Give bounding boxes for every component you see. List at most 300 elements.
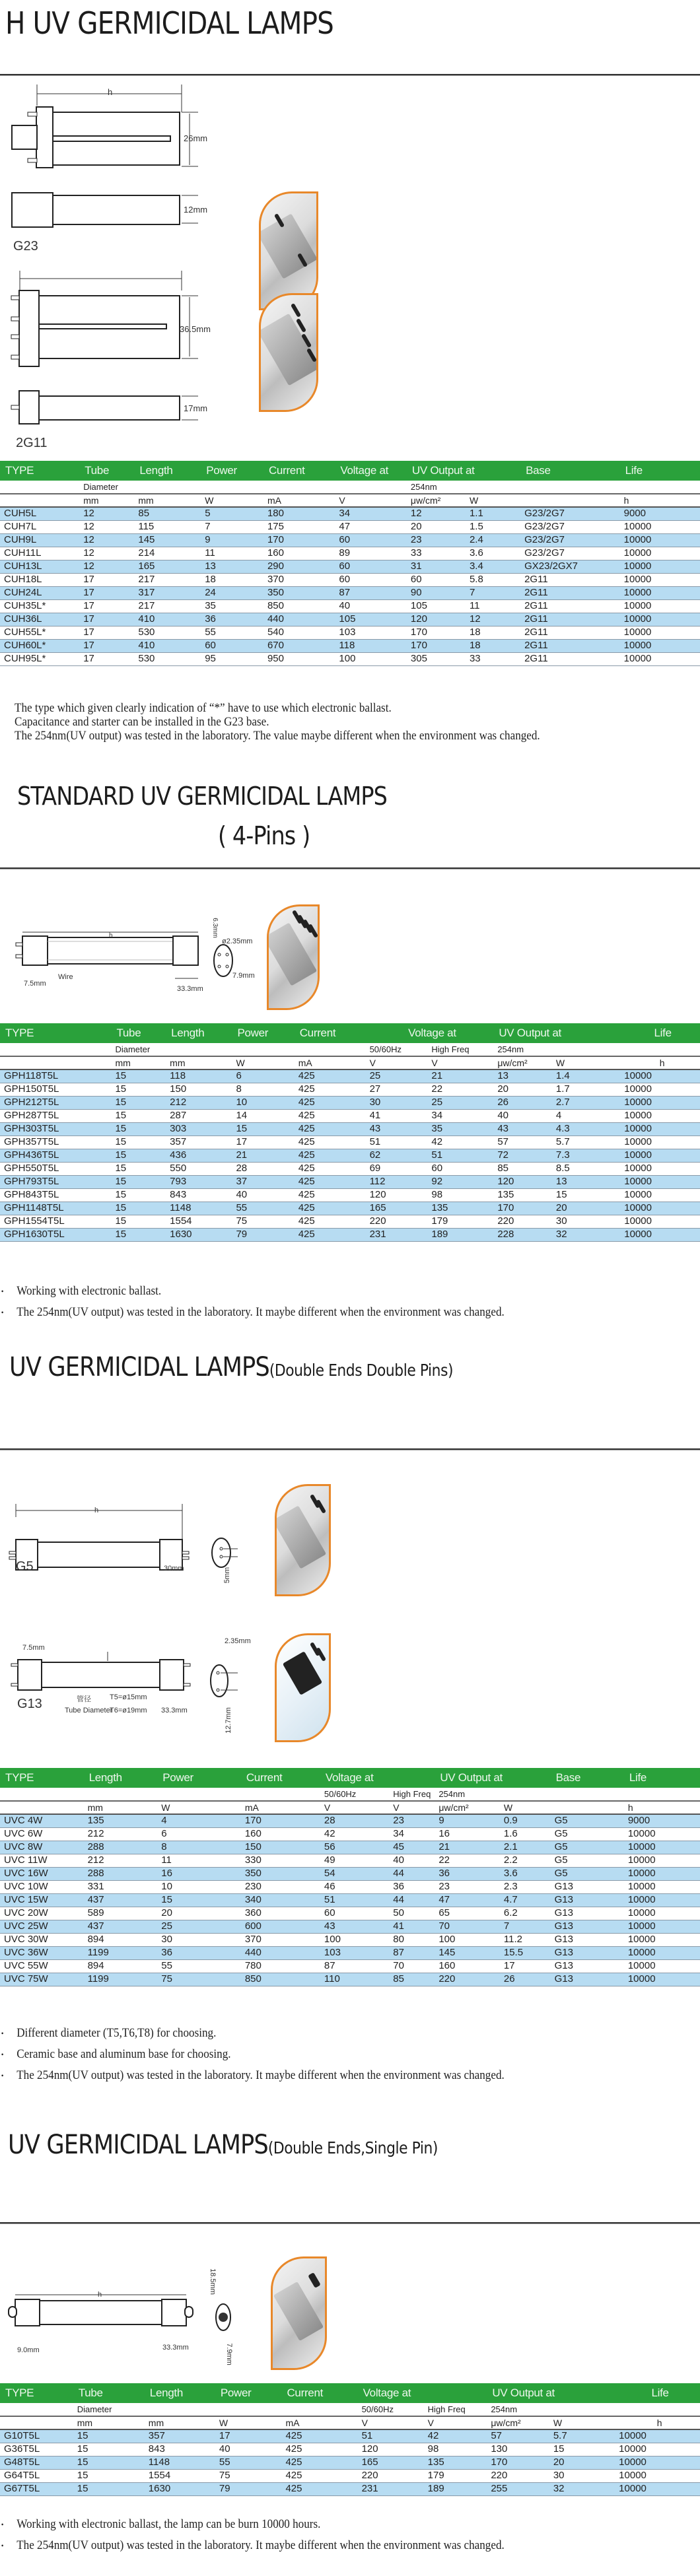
table-row [0, 2443, 700, 2456]
table-cell: 170 [487, 2456, 549, 2469]
table-cell: 10000 [620, 573, 700, 586]
col-length: Length [84, 1768, 158, 1788]
table-cell: 80 [389, 1933, 435, 1946]
table-cell: 357 [166, 1135, 232, 1149]
table-cell: G5 [551, 1841, 624, 1854]
col-voltage: Voltage at [358, 2383, 487, 2403]
table-cell: 12 [79, 560, 134, 573]
table-cell: G13 [551, 1973, 624, 1986]
table-cell: 18 [466, 639, 520, 652]
table-cell: 425 [281, 2482, 357, 2495]
table-cell: 15 [111, 1149, 166, 1162]
cell-type: GPH150T5L [0, 1083, 111, 1096]
table-cell: 87 [389, 1946, 435, 1959]
g5-lamp-photo [275, 1484, 331, 1596]
table-cell: 120 [358, 2443, 424, 2456]
table-cell: 12 [407, 507, 466, 520]
col-current: Current [281, 2383, 357, 2403]
table-row [0, 1135, 700, 1149]
table-cell: 12 [79, 507, 134, 520]
table-cell: 4.3 [552, 1122, 620, 1135]
table-row [0, 533, 700, 547]
table-cell: 530 [134, 652, 201, 665]
table-cell: 36 [157, 1946, 241, 1959]
g13-lamp-photo [275, 1633, 331, 1742]
dim-7-9mm: 7.9mm [225, 2343, 233, 2365]
table-row [0, 639, 700, 652]
note: • Working with electronic ballast, the lamp can be burn 10000 hours. [0, 2514, 654, 2535]
table-cell: 10000 [620, 1162, 700, 1175]
table-cell: 425 [295, 1109, 366, 1122]
col-uv-output: UV Output at [493, 1023, 620, 1043]
table-cell: 15 [111, 1135, 166, 1149]
table-cell: 20 [493, 1083, 552, 1096]
table-cell: 150 [166, 1083, 232, 1096]
table-cell: 75 [215, 2469, 282, 2482]
dim-33-3mm: 33.3mm [162, 2344, 189, 2352]
table-cell: 2G11 [520, 599, 620, 613]
table-cell: 16 [157, 1867, 241, 1880]
section3-notes [0, 2023, 654, 2086]
dim-2-35mm: ø2.35mm [222, 937, 253, 945]
sub-high-freq: High Freq [424, 2403, 487, 2416]
col-base: Base [551, 1768, 624, 1788]
table-cell: 10000 [615, 2443, 700, 2456]
table-header-row [0, 2383, 700, 2403]
dim-h: h [94, 1507, 99, 1514]
table-cell: 170 [263, 533, 335, 547]
cell-type: CUH60L* [0, 639, 79, 652]
table-cell: 100 [335, 652, 407, 665]
table-cell: 290 [263, 560, 335, 573]
table-cell: G5 [551, 1827, 624, 1841]
table-cell: 30 [157, 1933, 241, 1946]
note: • Ceramic base and aluminum base for choosing. [0, 2044, 654, 2065]
table-cell: 51 [427, 1149, 493, 1162]
table-cell: 5.7 [552, 1135, 620, 1149]
table-cell: 36 [201, 613, 263, 626]
table-cell: 425 [295, 1202, 366, 1215]
table-cell: G5 [551, 1854, 624, 1867]
table-row [0, 2456, 700, 2469]
table-row [0, 1973, 700, 1986]
table-row [0, 507, 700, 520]
4pin-lamp-diagram [0, 931, 211, 984]
table-cell: G13 [551, 1893, 624, 1907]
table-cell: 10000 [624, 1841, 700, 1854]
table-row [0, 573, 700, 586]
table-cell: 425 [281, 2443, 357, 2456]
cell-type: UVC 4W [0, 1814, 84, 1827]
table-cell: 75 [157, 1973, 241, 1986]
table-cell: 85 [389, 1973, 435, 1986]
dim-17mm: 17mm [184, 403, 208, 413]
table-cell: 231 [358, 2482, 424, 2495]
cell-type: GPH212T5L [0, 1096, 111, 1109]
table-cell: 15 [111, 1069, 166, 1083]
table-cell: 135 [427, 1202, 493, 1215]
table-cell: 220 [358, 2469, 424, 2482]
table-row [0, 1854, 700, 1867]
cell-type: GPH1148T5L [0, 1202, 111, 1215]
table-cell: 212 [84, 1827, 158, 1841]
table-cell: 33 [466, 652, 520, 665]
table-cell: 10 [157, 1880, 241, 1893]
table-cell: 5.7 [549, 2429, 615, 2443]
table-cell: 425 [295, 1069, 366, 1083]
table-cell: GX23/2GX7 [520, 560, 620, 573]
table-cell: 46 [320, 1880, 389, 1893]
cell-type: CUH95L* [0, 652, 79, 665]
table-cell: 14 [232, 1109, 294, 1122]
section2-subtitle: ( 4-Pins ) [218, 821, 310, 850]
note: • Working with electronic ballast. [0, 1281, 654, 1302]
table-cell: 10000 [624, 1959, 700, 1973]
section4-notes [0, 2514, 654, 2556]
table-cell: 21 [232, 1149, 294, 1162]
table-row [0, 1867, 700, 1880]
table-cell: 180 [263, 507, 335, 520]
table-cell: 17 [79, 586, 134, 599]
cell-type: GPH436T5L [0, 1149, 111, 1162]
table-cell: 98 [427, 1188, 493, 1202]
table-cell: 217 [134, 599, 201, 613]
cell-type: GPH550T5L [0, 1162, 111, 1175]
table-cell: 10 [232, 1096, 294, 1109]
table-cell: 34 [427, 1109, 493, 1122]
table-cell: 98 [424, 2443, 487, 2456]
table-cell: 17 [79, 573, 134, 586]
table-cell: 425 [295, 1122, 366, 1135]
dim-t6: T6=ø19mm [110, 1707, 147, 1714]
table-cell: 16 [435, 1827, 500, 1841]
table-cell: 15 [111, 1175, 166, 1188]
table-cell: 17 [500, 1959, 551, 1973]
table-cell: 1.6 [500, 1827, 551, 1841]
table-cell: 843 [145, 2443, 215, 2456]
table-cell: 305 [407, 652, 466, 665]
table-cell: 60 [320, 1907, 389, 1920]
sub-50-60hz: 50/60Hz [320, 1788, 389, 1801]
dim-5mm: 5mm [223, 1567, 232, 1584]
table-cell: 6 [232, 1069, 294, 1083]
table-cell: 7 [500, 1920, 551, 1933]
table-cell: 228 [493, 1228, 552, 1241]
table-cell: 589 [84, 1907, 158, 1920]
table-cell: 40 [215, 2443, 282, 2456]
table-row [0, 626, 700, 639]
table-cell: 10000 [620, 1096, 700, 1109]
table-cell: 60 [335, 573, 407, 586]
dim-9mm: 9.0mm [17, 2346, 40, 2354]
table-cell: 10000 [624, 1907, 700, 1920]
table-cell: 850 [241, 1973, 320, 1986]
table-cell: 230 [241, 1880, 320, 1893]
section4-title: UV GERMICIDAL LAMPS(Double Ends,Single Pin) [8, 2130, 438, 2160]
table-body [0, 1814, 700, 1986]
table-cell: 18 [466, 626, 520, 639]
table-cell: 20 [552, 1202, 620, 1215]
dim-tube-diameter-cn: 管径 [77, 1695, 91, 1703]
table-cell: 145 [435, 1946, 500, 1959]
table-cell: 331 [84, 1880, 158, 1893]
table-cell: 79 [232, 1228, 294, 1241]
col-life: Life [620, 461, 700, 481]
cell-type: CUH11L [0, 547, 79, 560]
table-cell: 10000 [624, 1854, 700, 1867]
table-cell: G13 [551, 1946, 624, 1959]
table-cell: 35 [427, 1122, 493, 1135]
table-cell: 220 [435, 1973, 500, 1986]
table-cell: 894 [84, 1959, 158, 1973]
table-cell: 410 [134, 613, 201, 626]
cell-type: CUH35L* [0, 599, 79, 613]
dim-7-5mm: 7.5mm [24, 980, 46, 988]
table-cell: 12 [79, 547, 134, 560]
cell-type: GPH357T5L [0, 1135, 111, 1149]
table-cell: 303 [166, 1122, 232, 1135]
col-power: Power [157, 1768, 241, 1788]
section3-title: UV GERMICIDAL LAMPS(Double Ends Double Pins) [9, 1352, 454, 1382]
sub-254nm: 254nm [493, 1043, 620, 1056]
table-cell: 57 [493, 1135, 552, 1149]
table-cell: 23 [407, 533, 466, 547]
table-row [0, 1933, 700, 1946]
section-divider [0, 74, 700, 76]
table-cell: 85 [493, 1162, 552, 1175]
table-cell: 79 [215, 2482, 282, 2495]
table-cell: 62 [366, 1149, 428, 1162]
section1-title: H UV GERMICIDAL LAMPS [5, 5, 333, 41]
note: The 254nm(UV output) was tested in the laboratory. The value maybe different when the environment was changed. [15, 729, 540, 743]
cell-type: G48T5L [0, 2456, 73, 2469]
table-cell: 40 [232, 1188, 294, 1202]
cell-type: G10T5L [0, 2429, 73, 2443]
table-row [0, 1959, 700, 1973]
sub-high-freq: High Freq [427, 1043, 493, 1056]
cell-type: UVC 6W [0, 1827, 84, 1841]
table-cell: 2.3 [500, 1880, 551, 1893]
dim-tube-diameter: Tube Diameter [65, 1707, 113, 1714]
table-cell: 40 [335, 599, 407, 613]
table-cell: 89 [335, 547, 407, 560]
table-cell: 9 [435, 1814, 500, 1827]
table-row [0, 1083, 700, 1096]
table-cell: 7 [466, 586, 520, 599]
table-cell: 10000 [624, 1880, 700, 1893]
h-lamps-spec-table: TYPE Tube Length Power Current Voltage at UV Output at Base Life Diameter 254nm mm mm W mA V μw/cm² W h CUH5L 12 85 5 180 34 12 1.1 G23/2G7 9000 CUH7L 12 115 7 175 47 20 1.5 G23/2G7 10000 CUH9L 12 145 9 170 60 23 2.4 G23/2G7 10000 CUH11L 12 214 11 160 89 33 3.6 G23/2G7 10000 CUH13L 12 165 13 290 60 31 3.4 GX23/2GX7 10000 CUH18L 17 217 18 370 60 60 5.8 2G11 10000 CUH24L 17 317 24 350 87 90 7 2G11 10000 CUH35L* 17 217 35 850 40 105 11 2G11 10000 CUH36L 17 410 36 440 105 120 12 2G11 10000 CUH55L* 17 530 55 540 103 170 18 2G11 10000 CUH60L* 17 410 60 670 118 170 18 2G11 10000 CUH95L* 17 530 95 950 100 305 33 2G11 10000 [0, 461, 700, 666]
table-cell: 21 [435, 1841, 500, 1854]
col-power: Power [215, 2383, 282, 2403]
table-row [0, 1109, 700, 1122]
table-cell: 3.4 [466, 560, 520, 573]
table-cell: 115 [134, 520, 201, 533]
cell-type: GPH303T5L [0, 1122, 111, 1135]
table-cell: 440 [241, 1946, 320, 1959]
table-cell: G23/2G7 [520, 520, 620, 533]
label-g23: G23 [13, 239, 38, 254]
section2-title: STANDARD UV GERMICIDAL LAMPS [17, 782, 387, 811]
table-cell: 112 [366, 1175, 428, 1188]
table-row [0, 1841, 700, 1854]
table-cell: 55 [215, 2456, 282, 2469]
table-cell: 42 [424, 2429, 487, 2443]
cell-type: UVC 8W [0, 1841, 84, 1854]
label-2g11: 2G11 [16, 436, 48, 450]
table-cell: 1199 [84, 1946, 158, 1959]
table-cell: 15 [111, 1228, 166, 1241]
table-cell: 10000 [624, 1920, 700, 1933]
cell-type: CUH24L [0, 586, 79, 599]
col-tube: Tube [73, 2383, 145, 2403]
table-cell: 55 [157, 1959, 241, 1973]
table-cell: 135 [84, 1814, 158, 1827]
table-cell: G13 [551, 1880, 624, 1893]
table-cell: 11 [201, 547, 263, 560]
cell-type: GPH843T5L [0, 1188, 111, 1202]
table-cell: 217 [134, 573, 201, 586]
table-row [0, 613, 700, 626]
dim-6-3mm: 6.3mm [211, 918, 219, 938]
table-cell: 189 [427, 1228, 493, 1241]
table-cell: 330 [241, 1854, 320, 1867]
table-cell: 15 [73, 2482, 145, 2495]
sub-diameter: Diameter [111, 1043, 232, 1056]
table-cell: 1.4 [552, 1069, 620, 1083]
table-cell: 15 [232, 1122, 294, 1135]
table-cell: 13 [493, 1069, 552, 1083]
col-type: TYPE [0, 1023, 111, 1043]
col-life: Life [624, 1768, 700, 1788]
table-cell: 10000 [615, 2482, 700, 2495]
table-cell: 165 [358, 2456, 424, 2469]
table-cell: 47 [335, 520, 407, 533]
dim-33-3mm: 33.3mm [161, 1707, 188, 1714]
table-cell: 425 [295, 1135, 366, 1149]
cell-type: UVC 16W [0, 1867, 84, 1880]
table-row [0, 1893, 700, 1907]
table-cell: 130 [487, 2443, 549, 2456]
table-cell: 118 [335, 639, 407, 652]
table-cell: 120 [407, 613, 466, 626]
table-cell: 231 [366, 1228, 428, 1241]
table-cell: 49 [320, 1854, 389, 1867]
table-cell: 1148 [166, 1202, 232, 1215]
table-row [0, 1827, 700, 1841]
table-cell: 60 [335, 533, 407, 547]
table-cell: 4 [552, 1109, 620, 1122]
single-pin-spec-table: TYPE Tube Length Power Current Voltage at UV Output at Life Diameter 50/60Hz High Freq 254nm mm mm W mA V V μw/cm² W h G10T5L 15 357 17 425 51 42 57 5.7 10000 G36T5L 15 843 40 425 120 98 130 15 10000 G48T5L 15 1148 55 425 165 135 170 20 10000 G64T5L 15 1554 75 425 220 179 220 30 10000 G67T5L 15 1630 79 425 231 189 255 32 10000 [0, 2383, 700, 2496]
table-cell: 15 [111, 1122, 166, 1135]
table-cell: G23/2G7 [520, 547, 620, 560]
table-cell: 160 [435, 1959, 500, 1973]
table-cell: 47 [435, 1893, 500, 1907]
col-type: TYPE [0, 2383, 73, 2403]
table-cell: 15 [111, 1202, 166, 1215]
2g11-lamp-photo [259, 293, 318, 412]
g23-lamp-diagram [0, 79, 211, 238]
label-g5: G5 [16, 1559, 34, 1574]
table-cell: 15 [111, 1109, 166, 1122]
cell-type: UVC 30W [0, 1933, 84, 1946]
table-cell: G13 [551, 1959, 624, 1973]
table-cell: 4.7 [500, 1893, 551, 1907]
table-cell: 550 [166, 1162, 232, 1175]
table-cell: 44 [389, 1893, 435, 1907]
table-cell: 43 [493, 1122, 552, 1135]
table-cell: 10000 [620, 639, 700, 652]
cell-type: CUH5L [0, 507, 79, 520]
col-voltage: Voltage at [320, 1768, 435, 1788]
section3-title-suffix: (Double Ends Double Pins) [269, 1361, 454, 1380]
table-cell: 41 [389, 1920, 435, 1933]
sub-254nm: 254nm [435, 1788, 550, 1801]
table-cell: 170 [407, 626, 466, 639]
table-cell: 220 [493, 1215, 552, 1228]
table-cell: 850 [263, 599, 335, 613]
table-cell: 425 [295, 1096, 366, 1109]
table-cell: G23/2G7 [520, 533, 620, 547]
table-cell: 70 [389, 1959, 435, 1973]
table-cell: 2G11 [520, 586, 620, 599]
table-cell: 189 [424, 2482, 487, 2495]
single-pin-end-view [210, 2297, 250, 2344]
table-row [0, 1096, 700, 1109]
table-row [0, 1920, 700, 1933]
table-cell: 10000 [615, 2469, 700, 2482]
table-cell: 600 [241, 1920, 320, 1933]
table-cell: 15 [157, 1893, 241, 1907]
table-cell: 34 [389, 1827, 435, 1841]
table-cell: 9 [201, 533, 263, 547]
table-cell: 90 [407, 586, 466, 599]
table-body [0, 2429, 700, 2495]
dim-2-35mm: 2.35mm [225, 1637, 251, 1645]
col-voltage: Voltage at [366, 1023, 494, 1043]
table-cell: 10000 [620, 1135, 700, 1149]
table-cell: 20 [549, 2456, 615, 2469]
col-uv-output: UV Output at [407, 461, 520, 481]
dim-26mm: 26mm [184, 133, 208, 143]
table-cell: 17 [79, 599, 134, 613]
cell-type: UVC 10W [0, 1880, 84, 1893]
table-cell: 60 [335, 560, 407, 573]
table-cell: 13 [201, 560, 263, 573]
col-type: TYPE [0, 461, 79, 481]
table-cell: 3.6 [500, 1867, 551, 1880]
table-cell: 10000 [620, 1122, 700, 1135]
table-cell: 15 [111, 1083, 166, 1096]
table-cell: 15 [111, 1096, 166, 1109]
table-cell: 1199 [84, 1973, 158, 1986]
table-cell: 42 [320, 1827, 389, 1841]
col-length: Length [166, 1023, 232, 1043]
table-cell: 287 [166, 1109, 232, 1122]
table-cell: 15 [73, 2429, 145, 2443]
table-cell: 15 [111, 1188, 166, 1202]
table-cell: 425 [295, 1215, 366, 1228]
4pin-lamp-photo [267, 904, 320, 1010]
table-cell: 65 [435, 1907, 500, 1920]
table-cell: 10000 [620, 547, 700, 560]
dim-7-9mm: 7.9mm [232, 972, 255, 980]
table-cell: 1.5 [466, 520, 520, 533]
cell-type: UVC 75W [0, 1973, 84, 1986]
table-cell: 160 [241, 1827, 320, 1841]
table-cell: 6 [157, 1827, 241, 1841]
table-cell: 370 [241, 1933, 320, 1946]
table-row [0, 520, 700, 533]
